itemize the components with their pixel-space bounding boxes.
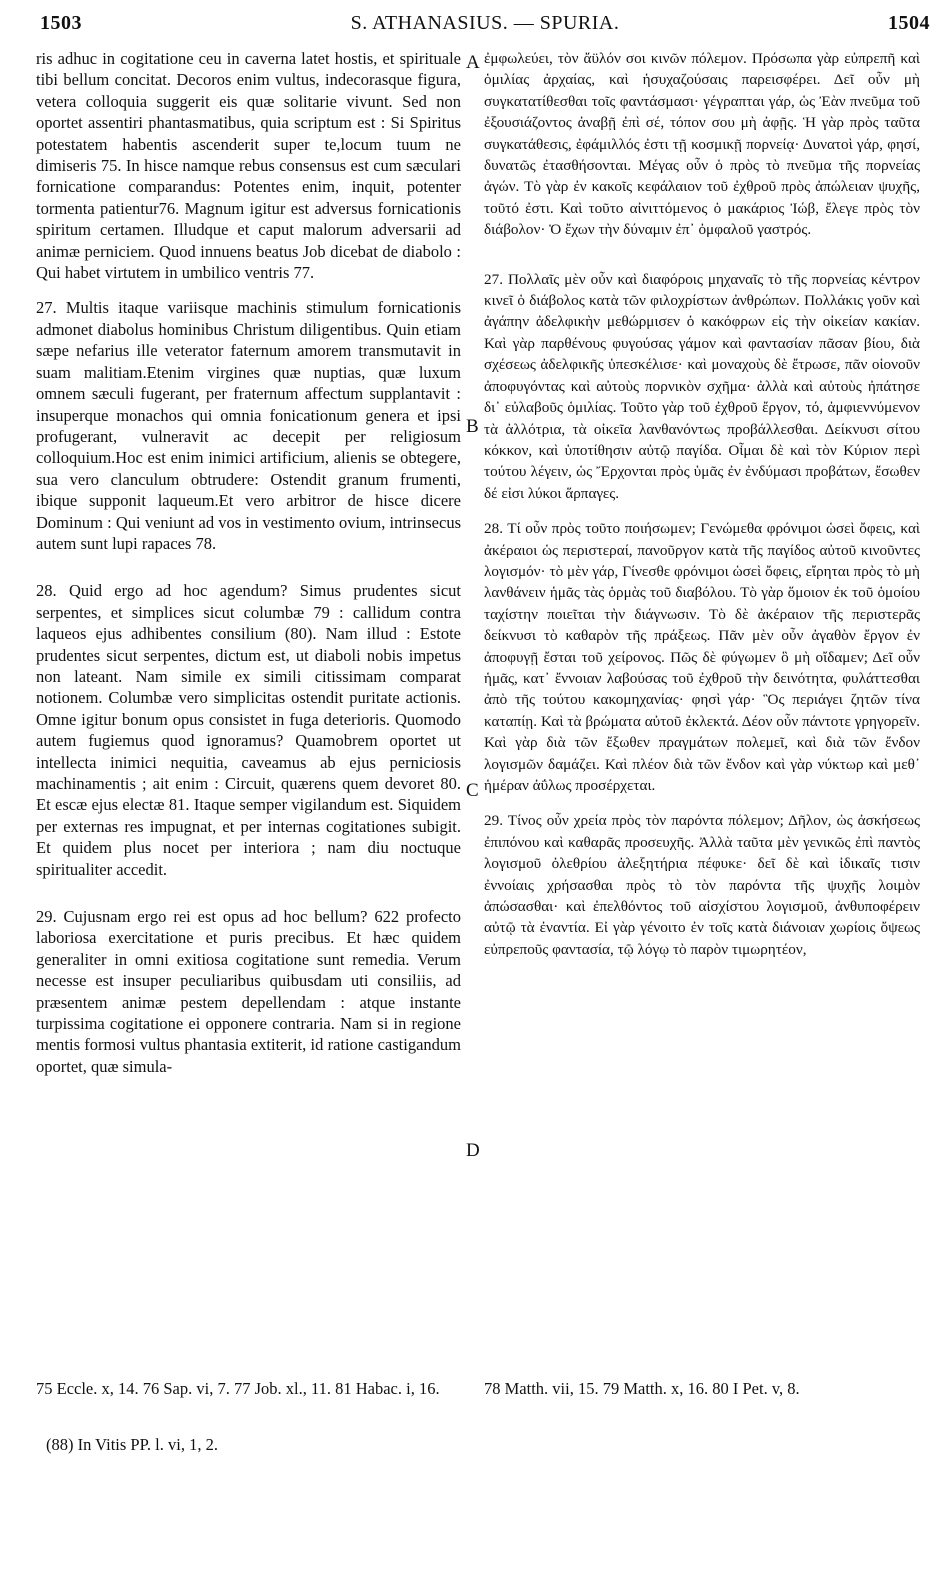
greek-paragraph: ἐμφωλεύει, τὸν ἄϋλόν σοι κινῶν πόλεμον. Πρόσωπα γὰρ εὐπρεπῆ καὶ ὁμιλίας ἀρχαίας, καὶ ἡσυχαζούσαις παρεισφέρει. Δεῖ οὖν μὴ συγκατατίθεσθαι τοῖς φαντάσμασι· γέγραπται γάρ, ὡς Ἐὰν πνεῦμα τοῦ ἐξουσιάζοντος ἀναβῇ ἐπὶ σέ, τόπον σου μὴ ἀφῇς. Ἡ γὰρ πρὸς ταῦτα συγκατάθεσις, ἐφάμιλλός ἐστι τῇ κοσμικῇ πορνείᾳ· Δυνατοὶ γάρ, φησί, δυνατῶς ἐτασθήσονται. Μέγας οὖν ὁ πρὸς τὸ πνεῦμα τῆς πορνείας ἀγών. Τὸ γὰρ ἐν κακοῖς κεφάλαιον τοῦ ἐχθροῦ πρὸς ἀπώλειαν ψυχῆς, τοῦτό ἐστι. Καὶ τοῦτο αἰνιττόμενος ὁ μακάριος Ἰώβ, ἔλεγε πρὸς τὸν διάβολον· Ὁ ἔχων τὴν δύναμιν ἐπ᾽ ὀμφαλοῦ γαστρός. [484,50,920,239]
footnotes-right: 78 Matth. vii, 15. 79 Matth. x, 16. 80 I Pet. v, 8. [484,1379,800,1398]
greek-paragraph: 27. Πολλαῖς μὲν οὖν καὶ διαφόροις μηχαναῖς τὸ τῆς πορνείας κέντρον κινεῖ ὁ διάβολος κατὰ τῶν φιλοχρίστων ἀνθρώπων. Πολλάκις γοῦν καὶ ἀγάπην ἀδελφικὴν μεθώρμισεν ὁ κακόφρων εἰς τὴν οἰκείαν κακίαν. Καὶ γὰρ παρθένους φυγούσας γάμον καὶ φαντασίαν πᾶσαν βίου, διὰ σχέσεως ἀδελφικῆς ὑπεσκέλισε· καὶ μοναχοὺς δὲ ἔτρωσε, πᾶν οἱονοῦν ἀποφυγόντας καὶ αὐτοὺς πορνικὸν σχῆμα· ἀλλὰ καὶ αὐτοὺς ἠπάτησε δι᾽ εὐλαβοῦς ὁμιλίας. Τοῦτο γὰρ τοῦ ἐχθροῦ ἔργον, τό, ἀμφιεννύμενον τὰ ἀλλότρια, τὰ οἰκεῖα λανθανόντως προβάλλεσθαι. Δείκνυσι σίτου κόκκον, καὶ ὑποτίθησιν αὐτῷ παγίδα. Οἶμαι δὲ καὶ τὸν Κύριον περὶ τούτου λέγειν, ὡς Ἔρχονται πρὸς ὑμᾶς ἐν ἐνδύμασι προβάτων, ἔσωθεν δέ εἰσι λύκοι ἅρπαγες. [484,270,920,502]
latin-paragraph: ris adhuc in cogitatione ceu in caverna latet hostis, et spirituale tibi bellum concitat. Decoros enim vultus, indecorasque figura, vetera colloquia suggerit eis quæ solitarie vivunt. Sed non oportet assentiri phantasmatibus, quia scriptum est : Si Spiritus potestatem habentis ascenderit super te,locum tuum ne dimiseris 75. In hisce namque rebus consensus est cum sæculari fornicatione comparandus: Potentes enim, inquit, potenter tormenta patientur76. Magnum igitur est adversus fornicationis spiritum certamen. Illudque et caput malorum adversarii ad animæ perniciem. Quod innuens beatus Job dicebat de diabolo : Qui habet virtutem in umbilico ventris 77. [36,49,461,283]
section-marker-b: B [466,416,479,437]
latin-paragraph: 28. Quid ergo ad hoc agendum? Simus prudentes sicut serpentes, et simplices sicut columbæ 79 : callidum contra laqueos ejus adhibentes consilium (80). Nam illud : Estote prudentes sicut serpentes, dictum est, ut diaboli nobis impetus non lateant. Nam simile ex simili citissimam comparat notionem. Columbæ vero simplicitas ostendit puritate actionis. Omne igitur bonum opus consistet in fuga deterioris. Quomodo autem fugiemus quod ignoramus? Quamobrem oportet ut intellecta inimici nequitia, caveamus ab ejus perniciosis machinamentis ; ait enim : Circuit, quærens quem devoret 80. Et escæ ejus electæ 81. Itaque semper vigilandum est. Siquidem per externas res impugnat, et per internas cogitationes subigit. Et quidem plus nocet per interiora ; nam diu noctuque spiritualiter accedit. [36,581,461,879]
greek-column [484,48,920,960]
page-number-right: 1504 [888,12,930,34]
running-title: S. ATHANASIUS. — SPURIA. [350,12,620,34]
latin-column [36,48,461,1077]
section-marker-d: D [466,1140,480,1161]
editor-note: (88) In Vitis PP. l. vi, 1, 2. [46,1435,218,1454]
footnotes-left: 75 Eccle. x, 14. 76 Sap. vi, 7. 77 Job. xl., 11. 81 Habac. i, 16. [36,1379,440,1398]
page-number-left: 1503 [40,12,82,34]
greek-paragraph: 28. Τί οὖν πρὸς τοῦτο ποιήσωμεν; Γενώμεθα φρόνιμοι ὡσεὶ ὄφεις, καὶ ἀκέραιοι ὡς περιστεραί, πανοῦργον κατὰ τῆς παγίδος αὐτοῦ κινοῦντες λογισμόν· τὸ μὲν γάρ, Γίνεσθε φρόνιμοι ὡσεὶ ὄφεις, εἴρηται πρὸς τὸ μὴ λανθάνειν ἡμᾶς τὰς ὁρμὰς τοῦ διαβόλου. Τὸ γὰρ ὅμοιον ἐκ τοῦ ὁμοίου ταχίστην ποιεῖται τὴν διάγνωσιν. Τὸ δὲ ἀκέραιον τῆς περιστερᾶς δείκνυσι τὸ καθαρὸν τῆς πράξεως. Πᾶν μὲν οὖν ἀγαθὸν ἔργον ἐν ἀποφυγῇ ἔσται τοῦ χείρονος. Πῶς δὲ φύγωμεν ὃ μὴ οἴδαμεν; Δεῖ οὖν ἡμᾶς, κατ᾽ ἔννοιαν λαβούσας τοῦ ἐχθροῦ τὴν δεινότητα, φυλάττεσθαι ἀπὸ τῆς τούτου κακομηχανίας· φησὶ γάρ· Ὃς περιάγει ζητῶν τίνα καταπίῃ. Καὶ τὰ βρώματα αὐτοῦ ἐκλεκτά. Δέον οὖν πάντοτε γρηγορεῖν. Καὶ γὰρ διὰ τῶν ἔξωθεν πραγμάτων πολεμεῖ, καὶ διὰ τῶν ἔνδον λογισμῶν δαμάζει. Καὶ πλέον διὰ τῶν ἔνδον καὶ γὰρ νύκτωρ καὶ μεθ᾽ ἡμέραν ἀΰλως προσέρχεται. [484,520,920,794]
latin-paragraph: 27. Multis itaque variisque machinis stimulum fornicationis admonet diabolus hominibus Christum diligentibus. Quin etiam sæpe nefarius ille veterator faternum amorem transmutavit in suam malitiam.Etenim virgines quæ nuptias, quæ luxum omnem sæculi fugerant, per fraternum affectum supplantavit : insuperque monachos qui omnia fonicationum genera et ipsi profugerant, vulneravit ac decepit per religiosum colloquium.Hoc est enim inimici artificium, alienis se obtegere, sua vero clanculum obtrudere: Ostendit granum frumenti, ibique supponit laqueum.Et vero arbitror de hisce dicere Dominum : Qui veniunt ad vos in vestimento ovium, intrinsecus autem sunt lupi rapaces 78. [36,298,461,553]
latin-paragraph: 29. Cujusnam ergo rei est opus ad hoc bellum? 622 profecto laboriosa exercitatione et puris precibus. Et hæc quidem generaliter in omni exitiosa cogitatione sunt remedia. Verum necesse est insuper peculiaribus quibusdam uti consiliis, ad præsentem animæ pestem depellendam : atque instante turpissima cogitatione ei opponere contraria. Nam si in regione mentis formosi vultus phantasia extiterit, id ratione castigandum oportet, quæ simula- [36,907,461,1076]
section-marker-c: C [466,780,479,801]
section-marker-a: A [466,52,480,73]
page-header [40,12,930,42]
greek-paragraph: 29. Τίνος οὖν χρεία πρὸς τὸν παρόντα πόλεμον; Δῆλον, ὡς ἀσκήσεως ἐπιπόνου καὶ καθαρᾶς προσευχῆς. Ἀλλὰ ταῦτα μὲν γενικῶς ἐπὶ παντὸς λογισμοῦ ὀλεθρίου ἀλεξητήρια πέφυκε· δεῖ δὲ καὶ ἰδικαῖς τισιν ἐννοίαις χρήσασθαι πρὸς τὸ τὸν παρόντα τῆς ψυχῆς λοιμὸν ἀπώσασθαι· καὶ ἐπελθόντος τοῦ αἰσχίστου λογισμοῦ, ἀνθυποφέρειν αὐτῷ τὰ ἐναντία. Εἰ γὰρ γένοιτο ἐν τοῖς κατὰ διάνοιαν χωρίοις ὄψεως εὐπρεποῦς φαντασία, τῷ λόγῳ τὸ παρὸν τιμωρητέον, [484,812,920,958]
